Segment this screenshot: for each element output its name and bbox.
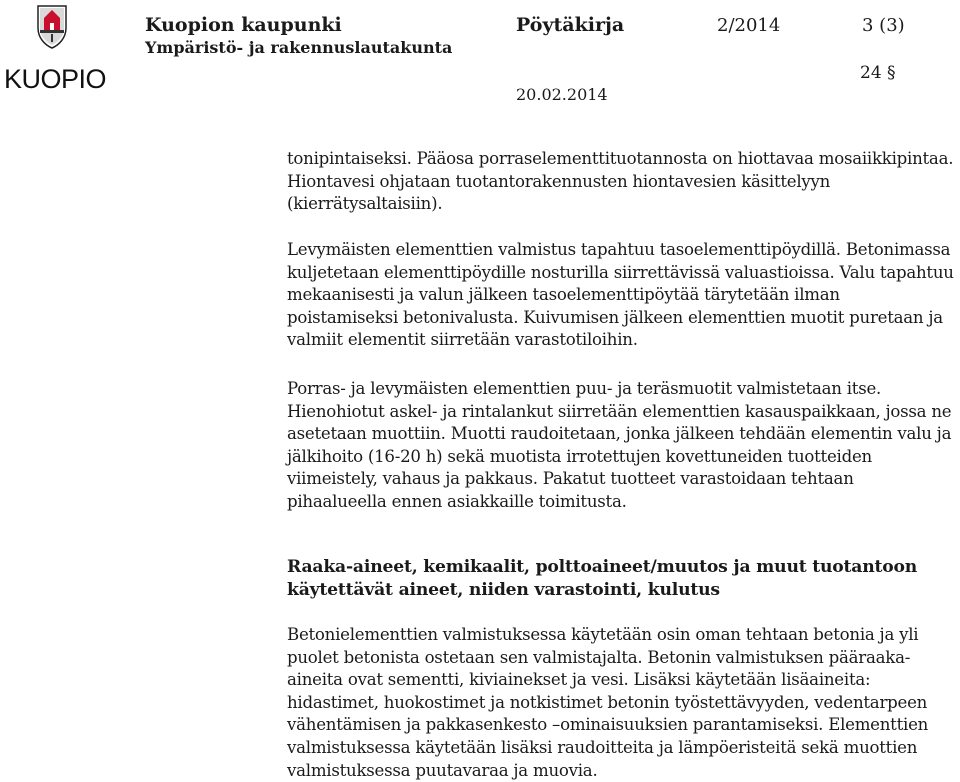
body-paragraph: Levymäisten elementtien valmistus tapahtuu tasoelementtipöydillä. Betonimassa kuljetetaan elementtipöydille nosturilla siirrettävissä valuastioissa. Valu tapahtuu mekaanisesti ja valun jälkeen tasoelementtipöytää tärytetään ilman poistamiseksi betonivalusta. Kuivumisen jälkeen elementtien muotit puretaan ja valmiit elementit siirretään varastotiloihin.: [287, 240, 954, 350]
section-heading: Raaka-aineet, kemikaalit, polttoaineet/muutos ja muut tuotantoon käytettävät aineet, niiden varastointi, kulutus: [287, 557, 918, 600]
page-number: 3 (3): [862, 15, 905, 36]
meeting-date: 20.02.2014: [516, 85, 608, 104]
department-name: Ympäristö- ja rakennuslautakunta: [145, 38, 453, 57]
organization-name: Kuopion kaupunki: [145, 14, 342, 36]
body-paragraph: Betonielementtien valmistuksessa käytetään osin oman tehtaan betonia ja yli puolet betonista ostetaan sen valmistajalta. Betonin valmistuksen pääraaka-aineita ovat sementti, kiviainekset ja vesi. Lisäksi käytetään lisäaineita: hidastimet, huokostimet ja notkistimet betonin työstettävyyden, vedentarpeen vähentämisen ja pakkasenkesto –ominaisuuksien parantamiseksi. Elementtien valmistuksessa käytetään lisäksi raudoitteita ja lämpöeristeitä sekä muottien valmistuksessa puutavaraa ja muovia.: [287, 625, 929, 780]
kuopio-logo: [4, 4, 107, 96]
section-number: 24 §: [860, 63, 896, 83]
body-paragraph: Porras- ja levymäisten elementtien puu- ja teräsmuotit valmistetaan itse. Hienohiotut askel- ja rintalankut siirretään elementtien kasauspaikkaan, jossa ne asetetaan muottiin. Muotti raudoitetaan, jonka jälkeen tehdään elementin valu ja jälkihoito (16-20 h) sekä muotista irrotettujen kovettuneiden tuotteiden viimeistely, vahaus ja pakkaus. Pakatut tuotteet varastoidaan tehtaan pihaalueella ennen asiakkaille toimitusta.: [287, 379, 952, 511]
logo-wordmark: KUOPIO: [4, 64, 107, 94]
document-type: Pöytäkirja: [516, 14, 625, 36]
document-number: 2/2014: [717, 15, 781, 36]
body-paragraph: tonipintaiseksi. Pääosa porraselementtituotannosta on hiottavaa mosaiikkipintaa. Hiontavesi ohjataan tuotantorakennusten hiontavesien käsittelyyn (kierrätysaltaisiin).: [287, 149, 954, 214]
coat-of-arms-icon: [4, 4, 100, 64]
